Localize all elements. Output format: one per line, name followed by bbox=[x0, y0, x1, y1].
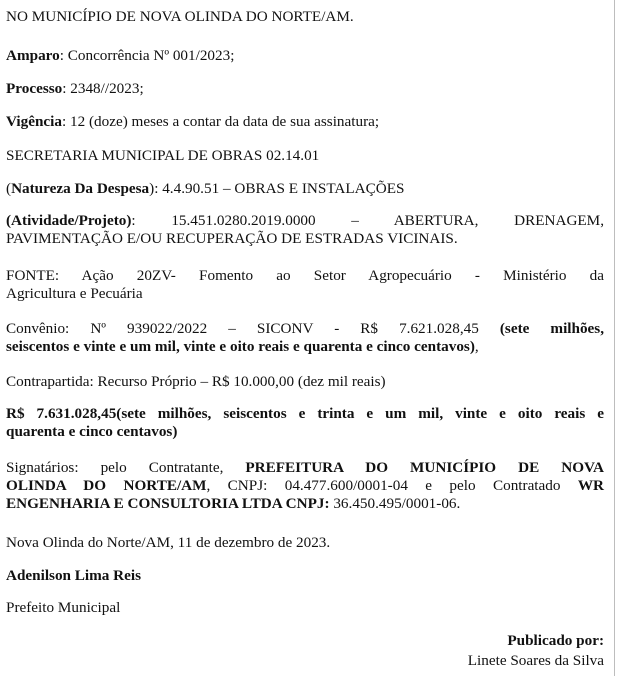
contratante-name-end: OLINDA DO NORTE/AM bbox=[6, 477, 207, 494]
fonte-line-1: FONTE: Ação 20ZV- Fomento ao Setor Agropecuário - Ministério da bbox=[6, 267, 604, 284]
published-by-name: Linete Soares da Silva bbox=[467, 652, 604, 669]
convenio-line-1 bbox=[6, 320, 604, 338]
contratante-name-start: PREFEITURA DO MUNICÍPIO DE NOVA bbox=[245, 459, 604, 476]
atividade-value: : 15.451.0280.2019.0000 – ABERTURA, DRENAGEM, bbox=[131, 212, 604, 229]
atividade-line-2: PAVIMENTAÇÃO E/OU RECUPERAÇÃO DE ESTRADAS VICINAIS. bbox=[6, 230, 458, 247]
convenio-line-2 bbox=[6, 338, 604, 356]
contratado-name-end: ENGENHARIA E CONSULTORIA LTDA CNPJ: bbox=[6, 495, 330, 512]
place-date-line: Nova Olinda do Norte/AM, 11 de dezembro de 2023. bbox=[6, 534, 331, 551]
fonte-line-2: Agricultura e Pecuária bbox=[6, 285, 143, 302]
total-line-2: quarenta e cinco centavos) bbox=[6, 423, 178, 440]
secretaria-line: SECRETARIA MUNICIPAL DE OBRAS 02.14.01 bbox=[6, 147, 320, 164]
column-rule bbox=[614, 0, 615, 676]
natureza-value: ): 4.4.90.51 – OBRAS E INSTALAÇÕES bbox=[149, 180, 405, 197]
vigencia-label: Vigência bbox=[6, 113, 62, 130]
natureza-label: Natureza Da Despesa bbox=[11, 180, 150, 197]
contratante-cnpj: , CNPJ: 04.477.600/0001-04 e pelo Contratado bbox=[206, 477, 578, 494]
convenio-amount-words-end: seiscentos e vinte e um mil, vinte e oito reais e quarenta e cinco centavos) bbox=[6, 338, 475, 355]
contratado-name-start: WR bbox=[577, 477, 604, 494]
natureza-line bbox=[6, 180, 404, 198]
atividade-block bbox=[6, 212, 604, 248]
signer-name: Adenilson Lima Reis bbox=[6, 567, 142, 584]
contratado-cnpj: 36.450.495/0001-06. bbox=[329, 495, 461, 512]
amparo-line bbox=[6, 47, 234, 65]
convenio-text: Convênio: Nº 939022/2022 – SICONV - R$ 7.621.028,45 bbox=[6, 320, 500, 337]
convenio-comma: , bbox=[474, 338, 479, 355]
signatarios-intro: Signatários: pelo Contratante, bbox=[6, 459, 246, 476]
signatarios-line-2 bbox=[6, 477, 604, 495]
vigencia-value: : 12 (doze) meses a contar da data de sua assinatura; bbox=[61, 113, 380, 130]
fonte-block bbox=[6, 267, 604, 303]
signer-role: Prefeito Municipal bbox=[6, 599, 121, 616]
processo-value: : 2348//2023; bbox=[62, 80, 144, 97]
signatarios-line-3 bbox=[6, 495, 604, 513]
processo-label: Processo bbox=[6, 80, 63, 97]
published-by-label: Publicado por: bbox=[507, 632, 604, 649]
total-line-1: R$ 7.631.028,45(sete milhões, seiscentos e trinta e um mil, vinte e oito reais e bbox=[6, 405, 604, 422]
amparo-value: : Concorrência Nº 001/2023; bbox=[59, 47, 235, 64]
heading-line: NO MUNICÍPIO DE NOVA OLINDA DO NORTE/AM. bbox=[6, 8, 354, 25]
convenio-block bbox=[6, 320, 604, 356]
processo-line bbox=[6, 80, 144, 98]
atividade-line-1 bbox=[6, 212, 604, 230]
natureza-open: ( bbox=[6, 180, 12, 197]
signatarios-line-1 bbox=[6, 459, 604, 477]
signatarios-block bbox=[6, 459, 604, 513]
contrapartida-line: Contrapartida: Recurso Próprio – R$ 10.000,00 (dez mil reais) bbox=[6, 373, 386, 390]
vigencia-line bbox=[6, 113, 379, 131]
atividade-label: (Atividade/Projeto) bbox=[6, 212, 132, 229]
convenio-amount-words-start: (sete milhões, bbox=[499, 320, 604, 337]
amparo-label: Amparo bbox=[6, 47, 60, 64]
total-block bbox=[6, 405, 604, 441]
